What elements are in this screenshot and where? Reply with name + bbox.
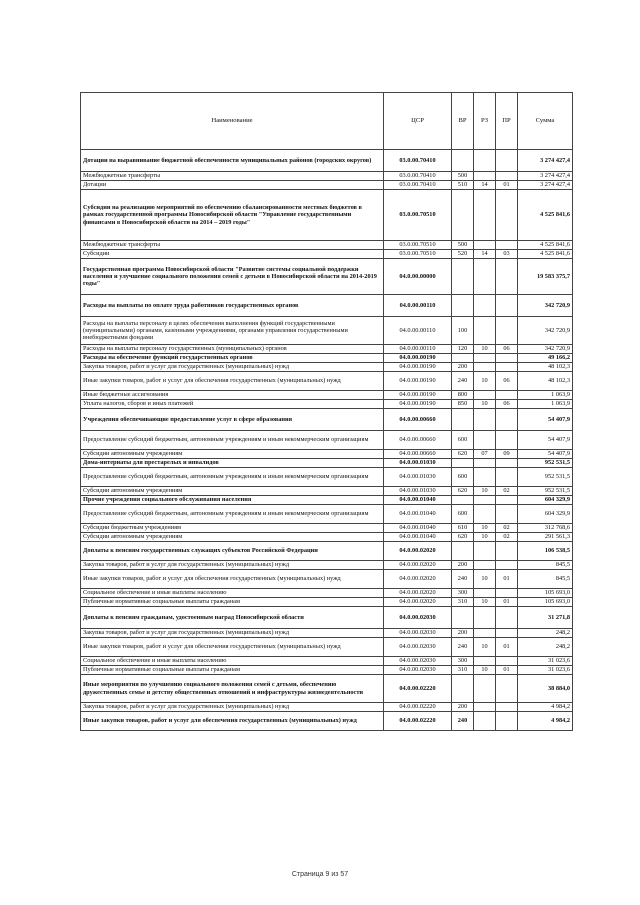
cell-rz <box>474 607 496 629</box>
cell-sum: 31 023,6 <box>518 657 573 666</box>
cell-vr: 500 <box>452 241 474 250</box>
cell-vr: 600 <box>452 468 474 487</box>
table-header-row <box>81 93 573 150</box>
table-row <box>81 317 573 345</box>
cell-csr: 04.0.00.02020 <box>384 570 452 589</box>
cell-vr: 200 <box>452 629 474 638</box>
cell-vr <box>452 150 474 172</box>
cell-name: Субсидии <box>81 250 384 259</box>
cell-pr <box>496 505 518 524</box>
cell-name: Закупка товаров, работ и услуг для государственных (муниципальных) нужд <box>81 703 384 712</box>
cell-sum: 312 768,6 <box>518 524 573 533</box>
cell-sum: 604 329,9 <box>518 496 573 505</box>
cell-name: Иные мероприятия по улучшению социального положения семей с детьми, обеспечению дружественных семье и детству общественных отношений и инфраструктуры жизнедеятельности <box>81 675 384 703</box>
cell-pr: 09 <box>496 450 518 459</box>
table-row <box>81 372 573 391</box>
cell-vr <box>452 496 474 505</box>
cell-sum: 291 561,3 <box>518 533 573 542</box>
cell-pr <box>496 675 518 703</box>
cell-pr <box>496 431 518 450</box>
cell-vr: 300 <box>452 657 474 666</box>
cell-sum: 54 407,9 <box>518 409 573 431</box>
cell-pr <box>496 703 518 712</box>
cell-vr <box>452 675 474 703</box>
cell-rz: 10 <box>474 524 496 533</box>
cell-csr: 04.0.00.01030 <box>384 487 452 496</box>
cell-pr <box>496 468 518 487</box>
cell-sum: 31 023,6 <box>518 666 573 675</box>
cell-csr: 04.0.00.02020 <box>384 561 452 570</box>
cell-rz: 10 <box>474 487 496 496</box>
cell-csr: 04.0.00.02030 <box>384 666 452 675</box>
cell-csr: 04.0.00.02220 <box>384 703 452 712</box>
cell-rz <box>474 409 496 431</box>
cell-sum: 54 407,9 <box>518 450 573 459</box>
cell-rz <box>474 589 496 598</box>
cell-pr <box>496 295 518 317</box>
cell-sum: 31 271,8 <box>518 607 573 629</box>
table-row <box>81 250 573 259</box>
table-row <box>81 409 573 431</box>
cell-csr: 04.0.00.02220 <box>384 712 452 731</box>
cell-pr <box>496 459 518 468</box>
cell-vr <box>452 409 474 431</box>
cell-csr: 04.0.00.00190 <box>384 372 452 391</box>
cell-csr: 03.0.00.70410 <box>384 172 452 181</box>
table-row <box>81 657 573 666</box>
table-row <box>81 607 573 629</box>
cell-name: Публичные нормативные социальные выплаты гражданам <box>81 666 384 675</box>
cell-vr: 240 <box>452 712 474 731</box>
cell-rz: 10 <box>474 570 496 589</box>
cell-sum: 48 102,3 <box>518 372 573 391</box>
cell-name: Социальное обеспечение и иные выплаты населению <box>81 589 384 598</box>
cell-vr: 200 <box>452 363 474 372</box>
cell-rz: 10 <box>474 666 496 675</box>
cell-sum: 19 583 375,7 <box>518 259 573 295</box>
table-row <box>81 570 573 589</box>
cell-name: Субсидии на реализацию мероприятий по обеспечению сбалансированности местных бюджетов в рамках государственной программы Новосибирской области "Управление государственными финансами в Новосибирской области на 2014 – 2019 годы" <box>81 190 384 241</box>
header-sum: Сумма <box>518 93 573 150</box>
cell-csr: 04.0.00.02220 <box>384 675 452 703</box>
cell-vr: 520 <box>452 250 474 259</box>
cell-csr: 04.0.00.00110 <box>384 345 452 354</box>
cell-sum: 952 531,5 <box>518 468 573 487</box>
cell-name: Расходы на выплаты персоналу в целях обеспечения выполнения функций государственными (муниципальными) органами, казенными учреждениями, органами управления государственными внебюджетными фондами <box>81 317 384 345</box>
cell-vr <box>452 190 474 241</box>
cell-sum: 4 525 841,6 <box>518 190 573 241</box>
cell-vr: 310 <box>452 598 474 607</box>
cell-rz <box>474 259 496 295</box>
cell-name: Субсидии автономным учреждениям <box>81 533 384 542</box>
table-row <box>81 712 573 731</box>
cell-pr <box>496 363 518 372</box>
table-row <box>81 703 573 712</box>
cell-rz <box>474 675 496 703</box>
table-row <box>81 542 573 561</box>
cell-rz <box>474 190 496 241</box>
cell-sum: 105 693,0 <box>518 589 573 598</box>
cell-rz <box>474 363 496 372</box>
header-csr: ЦСР <box>384 93 452 150</box>
cell-vr: 240 <box>452 570 474 589</box>
cell-sum: 48 102,3 <box>518 363 573 372</box>
table-row <box>81 363 573 372</box>
cell-name: Иные закупки товаров, работ и услуг для обеспечения государственных (муниципальных) нужд <box>81 638 384 657</box>
cell-vr: 300 <box>452 589 474 598</box>
cell-name: Субсидии бюджетным учреждениям <box>81 524 384 533</box>
cell-name: Расходы на выплаты по оплате труда работников государственных органов <box>81 295 384 317</box>
cell-vr <box>452 354 474 363</box>
cell-sum: 4 984,2 <box>518 712 573 731</box>
cell-vr: 500 <box>452 172 474 181</box>
cell-name: Расходы на обеспечение функций государственных органов <box>81 354 384 363</box>
table-row <box>81 400 573 409</box>
cell-name: Расходы на выплаты персоналу государственных (муниципальных) органов <box>81 345 384 354</box>
cell-name: Социальное обеспечение и иные выплаты населению <box>81 657 384 666</box>
header-rz: РЗ <box>474 93 496 150</box>
cell-sum: 3 274 427,4 <box>518 150 573 172</box>
cell-csr: 04.0.00.02030 <box>384 657 452 666</box>
cell-csr: 03.0.00.70510 <box>384 250 452 259</box>
table-row <box>81 431 573 450</box>
cell-vr: 240 <box>452 638 474 657</box>
cell-name: Субсидии автономным учреждениям <box>81 487 384 496</box>
cell-rz <box>474 629 496 638</box>
table-row <box>81 345 573 354</box>
cell-rz <box>474 354 496 363</box>
cell-csr: 04.0.00.00190 <box>384 354 452 363</box>
cell-pr <box>496 561 518 570</box>
cell-pr <box>496 354 518 363</box>
cell-vr: 310 <box>452 666 474 675</box>
table-row <box>81 450 573 459</box>
cell-vr: 200 <box>452 703 474 712</box>
cell-pr: 02 <box>496 487 518 496</box>
cell-rz <box>474 295 496 317</box>
cell-sum: 342 720,9 <box>518 295 573 317</box>
cell-rz <box>474 496 496 505</box>
cell-csr: 04.0.00.00190 <box>384 363 452 372</box>
cell-name: Публичные нормативные социальные выплаты гражданам <box>81 598 384 607</box>
cell-csr: 04.0.00.00110 <box>384 317 452 345</box>
cell-pr <box>496 712 518 731</box>
cell-sum: 4 525 841,6 <box>518 250 573 259</box>
cell-pr <box>496 542 518 561</box>
cell-rz: 14 <box>474 181 496 190</box>
cell-vr: 850 <box>452 400 474 409</box>
cell-sum: 248,2 <box>518 638 573 657</box>
table-row <box>81 561 573 570</box>
cell-vr: 600 <box>452 505 474 524</box>
table-row <box>81 241 573 250</box>
table-row <box>81 533 573 542</box>
cell-csr: 04.0.00.01040 <box>384 496 452 505</box>
cell-csr: 04.0.00.02030 <box>384 629 452 638</box>
cell-name: Государственная программа Новосибирской области "Развитие системы социальной поддержки населения и улучшение социального положения семей с детьми в Новосибирской области на 2014-2019 годы" <box>81 259 384 295</box>
cell-sum: 54 407,9 <box>518 431 573 450</box>
cell-name: Иные закупки товаров, работ и услуг для обеспечения государственных (муниципальных) нужд <box>81 372 384 391</box>
cell-vr: 510 <box>452 181 474 190</box>
cell-csr: 04.0.00.00660 <box>384 450 452 459</box>
table-row <box>81 598 573 607</box>
cell-pr: 02 <box>496 524 518 533</box>
cell-vr: 800 <box>452 391 474 400</box>
cell-rz <box>474 150 496 172</box>
budget-table <box>80 92 573 731</box>
cell-name: Межбюджетные трансферты <box>81 241 384 250</box>
table-row <box>81 150 573 172</box>
header-name: Наименование <box>81 93 384 150</box>
cell-pr: 01 <box>496 598 518 607</box>
cell-vr: 620 <box>452 533 474 542</box>
cell-pr: 06 <box>496 345 518 354</box>
cell-rz <box>474 505 496 524</box>
cell-name: Учреждения обеспечивающие предоставление услуг в сфере образования <box>81 409 384 431</box>
cell-sum: 1 063,9 <box>518 400 573 409</box>
cell-csr: 04.0.00.01040 <box>384 533 452 542</box>
cell-sum: 38 884,0 <box>518 675 573 703</box>
cell-pr <box>496 172 518 181</box>
cell-rz: 10 <box>474 400 496 409</box>
table-row <box>81 505 573 524</box>
cell-sum: 952 531,5 <box>518 459 573 468</box>
cell-sum: 4 984,2 <box>518 703 573 712</box>
cell-pr <box>496 391 518 400</box>
cell-vr: 200 <box>452 561 474 570</box>
cell-pr: 01 <box>496 638 518 657</box>
table-row <box>81 629 573 638</box>
cell-pr <box>496 629 518 638</box>
cell-pr: 01 <box>496 181 518 190</box>
table-body <box>81 150 573 731</box>
cell-sum: 342 720,9 <box>518 317 573 345</box>
table-row <box>81 589 573 598</box>
cell-pr: 06 <box>496 400 518 409</box>
cell-sum: 845,5 <box>518 561 573 570</box>
cell-rz <box>474 241 496 250</box>
cell-name: Дома-интернаты для престарелых и инвалидов <box>81 459 384 468</box>
table-row <box>81 468 573 487</box>
cell-csr: 04.0.00.00110 <box>384 295 452 317</box>
cell-csr: 04.0.00.00190 <box>384 391 452 400</box>
cell-name: Уплата налогов, сборов и иных платежей <box>81 400 384 409</box>
cell-rz: 07 <box>474 450 496 459</box>
cell-sum: 1 063,9 <box>518 391 573 400</box>
cell-csr: 04.0.00.00000 <box>384 259 452 295</box>
table-row <box>81 459 573 468</box>
table-row <box>81 675 573 703</box>
cell-csr: 03.0.00.70510 <box>384 190 452 241</box>
cell-sum: 49 166,2 <box>518 354 573 363</box>
cell-vr: 620 <box>452 487 474 496</box>
table-row <box>81 190 573 241</box>
cell-name: Доплаты к пенсиям государственных служащих субъектов Российской Федерации <box>81 542 384 561</box>
cell-name: Доплаты к пенсиям гражданам, удостоенным наград Новосибирской области <box>81 607 384 629</box>
cell-name: Предоставление субсидий бюджетным, автономным учреждениям и иным некоммерческим организациям <box>81 431 384 450</box>
header-vr: ВР <box>452 93 474 150</box>
cell-name: Предоставление субсидий бюджетным, автономным учреждениям и иным некоммерческим организациям <box>81 505 384 524</box>
cell-pr <box>496 259 518 295</box>
table-row <box>81 524 573 533</box>
cell-csr: 04.0.00.02030 <box>384 607 452 629</box>
cell-pr: 02 <box>496 533 518 542</box>
cell-sum: 604 329,9 <box>518 505 573 524</box>
cell-vr: 120 <box>452 345 474 354</box>
cell-csr: 04.0.00.01030 <box>384 459 452 468</box>
cell-name: Иные закупки товаров, работ и услуг для обеспечения государственных (муниципальных) нужд <box>81 712 384 731</box>
cell-rz: 10 <box>474 372 496 391</box>
page-number: Страница 9 из 57 <box>291 871 349 878</box>
cell-csr: 04.0.00.00190 <box>384 400 452 409</box>
cell-vr: 600 <box>452 431 474 450</box>
table-row <box>81 172 573 181</box>
cell-pr: 01 <box>496 570 518 589</box>
cell-rz: 10 <box>474 638 496 657</box>
cell-pr <box>496 317 518 345</box>
cell-csr: 03.0.00.70510 <box>384 241 452 250</box>
cell-csr: 03.0.00.70410 <box>384 181 452 190</box>
cell-rz <box>474 317 496 345</box>
cell-pr <box>496 607 518 629</box>
cell-rz: 10 <box>474 345 496 354</box>
cell-sum: 106 538,5 <box>518 542 573 561</box>
cell-pr: 03 <box>496 250 518 259</box>
cell-rz <box>474 657 496 666</box>
table-row <box>81 181 573 190</box>
table-row <box>81 391 573 400</box>
table-row <box>81 354 573 363</box>
cell-sum: 342 720,9 <box>518 345 573 354</box>
cell-vr <box>452 607 474 629</box>
cell-pr <box>496 589 518 598</box>
cell-name: Закупка товаров, работ и услуг для государственных (муниципальных) нужд <box>81 629 384 638</box>
header-pr: ПР <box>496 93 518 150</box>
cell-name: Иные закупки товаров, работ и услуг для обеспечения государственных (муниципальных) нужд <box>81 570 384 589</box>
cell-csr: 04.0.00.01030 <box>384 468 452 487</box>
cell-rz <box>474 712 496 731</box>
cell-rz: 10 <box>474 533 496 542</box>
cell-csr: 04.0.00.01040 <box>384 524 452 533</box>
cell-sum: 105 693,0 <box>518 598 573 607</box>
cell-rz: 14 <box>474 250 496 259</box>
cell-rz <box>474 459 496 468</box>
cell-sum: 952 531,5 <box>518 487 573 496</box>
cell-pr: 01 <box>496 666 518 675</box>
cell-name: Закупка товаров, работ и услуг для государственных (муниципальных) нужд <box>81 561 384 570</box>
cell-pr <box>496 190 518 241</box>
cell-name: Иные бюджетные ассигнования <box>81 391 384 400</box>
table-row <box>81 295 573 317</box>
cell-name: Межбюджетные трансферты <box>81 172 384 181</box>
cell-name: Прочие учреждения социального обслуживания населения <box>81 496 384 505</box>
table-row <box>81 638 573 657</box>
cell-csr: 04.0.00.02020 <box>384 589 452 598</box>
cell-pr <box>496 150 518 172</box>
table-row <box>81 487 573 496</box>
cell-name: Закупка товаров, работ и услуг для государственных (муниципальных) нужд <box>81 363 384 372</box>
cell-rz <box>474 172 496 181</box>
cell-sum: 3 274 427,4 <box>518 172 573 181</box>
cell-rz: 10 <box>474 598 496 607</box>
cell-sum: 248,2 <box>518 629 573 638</box>
cell-vr: 240 <box>452 372 474 391</box>
cell-vr <box>452 459 474 468</box>
cell-csr: 04.0.00.02020 <box>384 598 452 607</box>
cell-vr: 620 <box>452 450 474 459</box>
cell-csr: 04.0.00.00660 <box>384 409 452 431</box>
cell-csr: 04.0.00.01040 <box>384 505 452 524</box>
cell-rz <box>474 468 496 487</box>
cell-rz <box>474 703 496 712</box>
cell-csr: 04.0.00.00660 <box>384 431 452 450</box>
table-row <box>81 666 573 675</box>
cell-csr: 04.0.00.02020 <box>384 542 452 561</box>
cell-sum: 4 525 841,6 <box>518 241 573 250</box>
cell-rz <box>474 431 496 450</box>
cell-pr <box>496 409 518 431</box>
cell-vr: 610 <box>452 524 474 533</box>
cell-rz <box>474 561 496 570</box>
cell-rz <box>474 391 496 400</box>
table-row <box>81 259 573 295</box>
cell-pr <box>496 657 518 666</box>
cell-vr <box>452 259 474 295</box>
cell-name: Субсидии автономным учреждениям <box>81 450 384 459</box>
cell-pr <box>496 241 518 250</box>
cell-sum: 3 274 427,4 <box>518 181 573 190</box>
cell-pr <box>496 496 518 505</box>
cell-csr: 04.0.00.02030 <box>384 638 452 657</box>
cell-name: Предоставление субсидий бюджетным, автономным учреждениям и иным некоммерческим организациям <box>81 468 384 487</box>
cell-pr: 06 <box>496 372 518 391</box>
table-row <box>81 496 573 505</box>
cell-name: Дотации на выравнивание бюджетной обеспеченности муниципальных районов (городских округов) <box>81 150 384 172</box>
cell-csr: 03.0.00.70410 <box>384 150 452 172</box>
cell-rz <box>474 542 496 561</box>
cell-sum: 845,5 <box>518 570 573 589</box>
cell-vr <box>452 542 474 561</box>
cell-vr <box>452 295 474 317</box>
cell-name: Дотации <box>81 181 384 190</box>
cell-vr: 100 <box>452 317 474 345</box>
